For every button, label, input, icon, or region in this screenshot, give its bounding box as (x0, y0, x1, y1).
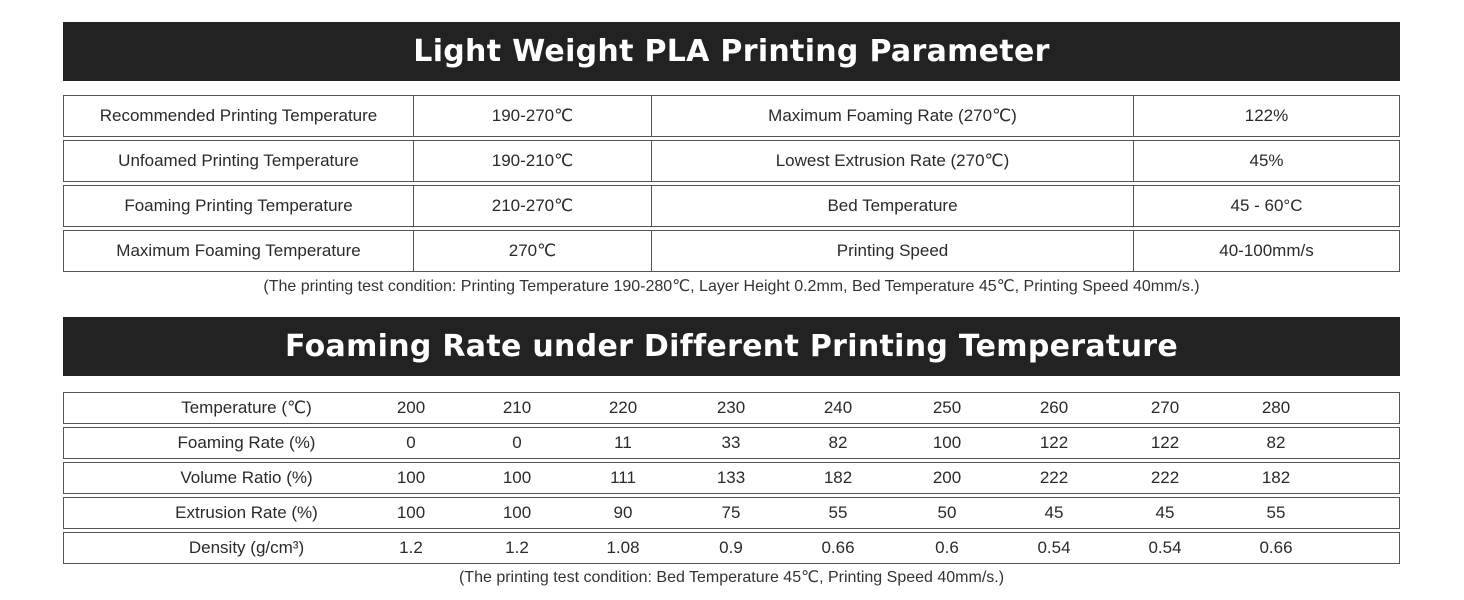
foaming-cell: 1.08 (606, 538, 640, 557)
foaming-test-condition-note: (The printing test condition: Bed Temperature 45℃, Printing Speed 40mm/s.) (458, 569, 1005, 586)
parameter-label: Maximum Foaming Temperature (64, 231, 414, 271)
foaming-cell: 0.6 (935, 538, 959, 557)
foaming-title: Foaming Rate under Different Printing Temperature (285, 329, 1178, 364)
foaming-cell: 122 (1150, 433, 1180, 452)
foaming-table-row (63, 392, 1400, 424)
foaming-table-row (63, 427, 1400, 459)
foaming-cell: 55 (1266, 503, 1286, 522)
foaming-cell: 33 (721, 433, 741, 452)
foaming-cell: 230 (716, 398, 746, 417)
parameter-title: Light Weight PLA Printing Parameter (413, 34, 1050, 69)
parameter-value: 270℃ (414, 231, 652, 271)
foaming-cell: 11 (614, 433, 632, 452)
foaming-cell: 90 (613, 503, 633, 522)
foaming-cell: 0.66 (1259, 538, 1293, 557)
foaming-cell: 210 (502, 398, 532, 417)
parameter-value: 122% (1244, 106, 1289, 125)
parameter-row (63, 140, 1400, 182)
foaming-row-label: Density (g/cm³) (188, 538, 305, 557)
parameter-value: 210-270℃ (414, 186, 652, 226)
foaming-row-label: Volume Ratio (%) (180, 468, 313, 487)
parameter-value: 190-270℃ (414, 96, 652, 136)
parameter-row (63, 185, 1400, 227)
parameter-value: 45% (1249, 151, 1284, 170)
foaming-cell: 280 (1261, 398, 1291, 417)
foaming-cell: 260 (1039, 398, 1069, 417)
foaming-cell: 182 (1261, 468, 1291, 487)
parameter-value: 190-210℃ (414, 141, 652, 181)
parameter-row (63, 230, 1400, 272)
foaming-cell: 0 (406, 433, 416, 452)
foaming-row-label: Temperature (℃) (181, 398, 312, 417)
foaming-title-banner (63, 317, 1400, 376)
foaming-cell: 240 (823, 398, 853, 417)
foaming-cell: 45 (1155, 503, 1175, 522)
foaming-cell: 122 (1039, 433, 1069, 452)
foaming-cell: 100 (932, 433, 962, 452)
foaming-cell: 0.54 (1037, 538, 1071, 557)
foaming-cell: 222 (1039, 468, 1069, 487)
parameter-value: 40-100mm/s (1219, 241, 1314, 260)
foaming-cell: 0.66 (821, 538, 855, 557)
parameter-label: Printing Speed (652, 231, 1134, 271)
parameter-label: Unfoamed Printing Temperature (64, 141, 414, 181)
foaming-cell: 75 (721, 503, 741, 522)
foaming-cell: 222 (1150, 468, 1180, 487)
parameter-label: Foaming Printing Temperature (64, 186, 414, 226)
foaming-cell: 111 (610, 468, 636, 487)
foaming-cell: 250 (932, 398, 962, 417)
foaming-cell: 100 (396, 503, 426, 522)
foaming-cell: 133 (716, 468, 746, 487)
foaming-cell: 182 (823, 468, 853, 487)
foaming-row-label: Extrusion Rate (%) (175, 503, 318, 522)
parameter-row (63, 95, 1400, 137)
foaming-cell: 100 (502, 468, 532, 487)
foaming-table-row (63, 532, 1400, 564)
foaming-cell: 50 (937, 503, 957, 522)
foaming-row-label: Foaming Rate (%) (177, 433, 316, 452)
foaming-cell: 270 (1150, 398, 1180, 417)
foaming-cell: 0.54 (1148, 538, 1182, 557)
parameter-label: Recommended Printing Temperature (64, 96, 414, 136)
foaming-cell: 220 (608, 398, 638, 417)
foaming-cell: 100 (396, 468, 426, 487)
foaming-cell: 45 (1044, 503, 1064, 522)
parameter-test-condition-note: (The printing test condition: Printing Temperature 190-280℃, Layer Height 0.2mm, Bed Temperature 45℃, Printing Speed 40mm/s.) (263, 278, 1200, 295)
foaming-table-row (63, 497, 1400, 529)
parameter-value: 45 - 60°C (1230, 196, 1303, 215)
foaming-cell: 55 (828, 503, 848, 522)
foaming-cell: 200 (932, 468, 962, 487)
foaming-cell: 100 (502, 503, 532, 522)
parameter-label: Maximum Foaming Rate (270℃) (652, 96, 1134, 136)
foaming-cell: 200 (396, 398, 426, 417)
foaming-cell: 1.2 (399, 538, 423, 557)
foaming-cell: 1.2 (505, 538, 529, 557)
foaming-table-row (63, 462, 1400, 494)
parameter-title-banner (63, 22, 1400, 81)
parameter-label: Lowest Extrusion Rate (270℃) (652, 141, 1134, 181)
foaming-cell: 0.9 (719, 538, 743, 557)
parameter-label: Bed Temperature (652, 186, 1134, 226)
foaming-cell: 82 (828, 433, 848, 452)
foaming-cell: 0 (512, 433, 522, 452)
foaming-cell: 82 (1266, 433, 1286, 452)
